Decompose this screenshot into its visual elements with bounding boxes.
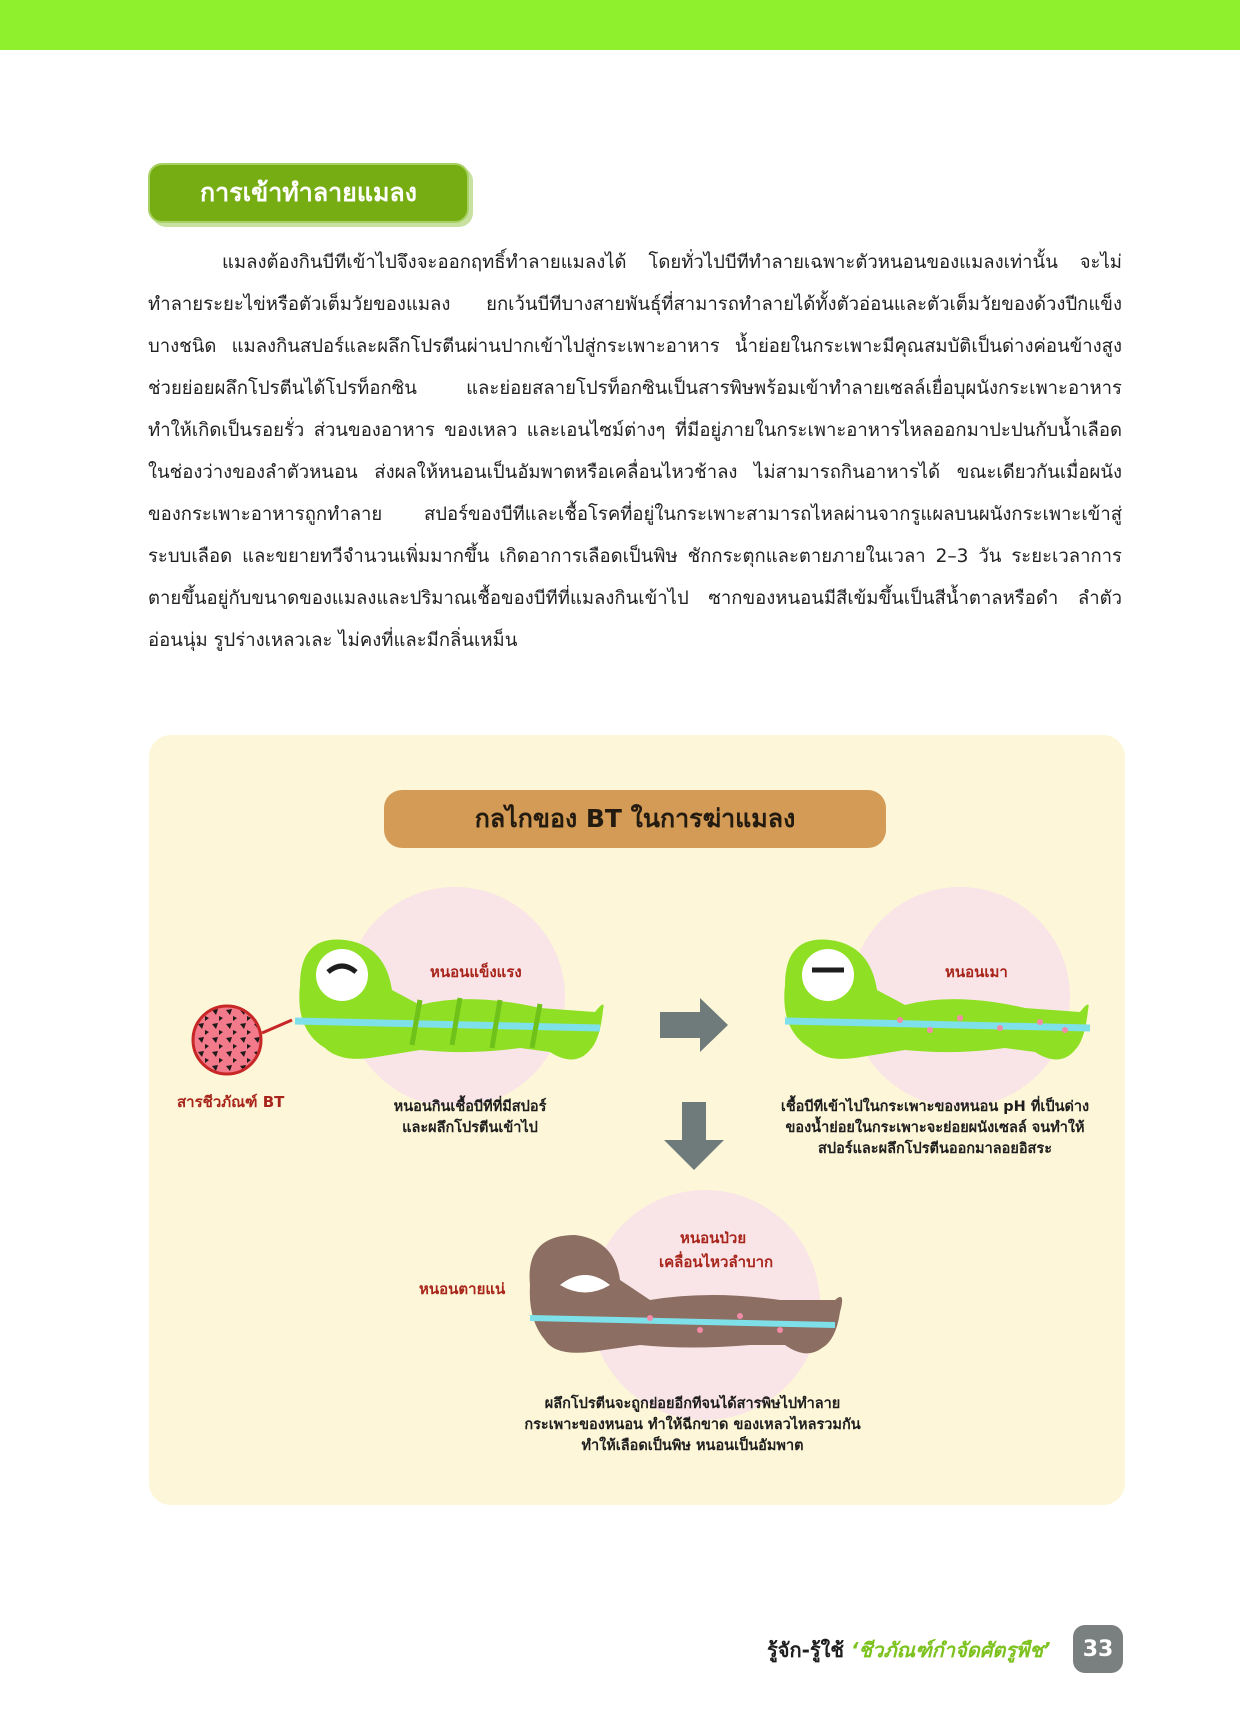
drunk-label: หนอนเมา — [945, 963, 1008, 981]
drunk-caterpillar-illustration — [784, 940, 1090, 1060]
footer-title — [767, 1634, 1051, 1666]
caption-line: หนอนกินเชื้อบีทีที่มีสปอร์ — [393, 1099, 547, 1115]
arrow-down-icon — [664, 1102, 724, 1170]
healthy-label: หนอนแข็งแรง — [430, 963, 522, 981]
caption-line: กระเพาะของหนอน ทำให้ฉีกขาด ของเหลวไหลรวมกัน — [524, 1417, 861, 1433]
caption-step3 — [500, 1394, 885, 1457]
caption-line: และผลึกโปรตีนเข้าไป — [402, 1120, 538, 1136]
footer-title-plain: รู้จัก-รู้ใช้ — [767, 1638, 851, 1662]
caption-line: สปอร์และผลึกโปรตีนออกมาลอยอิสระ — [818, 1141, 1052, 1157]
sick-label-line2: เคลื่อนไหวลำบาก — [659, 1253, 774, 1271]
caption-line: ผลึกโปรตีนจะถูกย่อยอีกทีจนได้สารพิษไปทำลาย — [544, 1396, 841, 1412]
caption-line: ของน้ำย่อยในกระเพาะจะย่อยผนังเซลล์ จนทำให้ — [785, 1120, 1085, 1136]
page-number: 33 — [1073, 1625, 1123, 1673]
figure-title: กลไกของ BT ในการฆ่าแมลง — [384, 790, 886, 848]
caption-line: ทำให้เลือดเป็นพิษ หนอนเป็นอัมพาต — [581, 1438, 804, 1454]
footer-title-highlight: ‘ชีวภัณฑ์กำจัดศัตรูพืช’ — [850, 1638, 1051, 1662]
caption-step1 — [360, 1097, 580, 1139]
caption-line: เชื้อบีทีเข้าไปในกระเพาะของหนอน pH ที่เป็นด่าง — [780, 1099, 1090, 1115]
section-title: การเข้าทำลายแมลง — [148, 163, 469, 223]
body-paragraph: แมลงต้องกินบีทีเข้าไปจึงจะออกฤทธิ์ทำลายแมลงได้ โดยทั่วไปบีทีทำลายเฉพาะตัวหนอนของแมลงเท่านั้น จะไม่ทำลายระยะไข่หรือตัวเต็มวัยของแมลง ยกเว้นบีทีบางสายพันธุ์ที่สามารถทำลายได้ทั้งตัวอ่อนและตัวเต็มวัยของด้วงปีกแข็งบางชนิด แมลงกินสปอร์และผลึกโปรตีนผ่านปากเข้าไปสู่กระเพาะอาหาร น้ำย่อยในกระเพาะมีคุณสมบัติเป็นด่างค่อนข้างสูง ช่วยย่อยผลึกโปรตีนได้โปรท็อกซิน และย่อยสลายโปรท็อกซินเป็นสารพิษพร้อมเข้าทำลายเซลล์เยื่อบุผนังกระเพาะอาหาร ทำให้เกิดเป็นรอยรั่ว ส่วนของอาหาร ของเหลว และเอนไซม์ต่างๆ ที่มีอยู่ภายในกระเพาะอาหารไหลออกมาปะปนกับน้ำเลือดในช่องว่างของลำตัวหนอน ส่งผลให้หนอนเป็นอัมพาตหรือเคลื่อนไหวช้าลง ไม่สามารถกินอาหารได้ ขณะเดียวกันเมื่อผนังของกระเพาะอาหารถูกทำลาย สปอร์ของบีทีและเชื้อโรคที่อยู่ในกระเพาะสามารถไหลผ่านจากรูแผลบนผนังกระเพาะเข้าสู่ระบบเลือด และขยายทวีจำนวนเพิ่มมากขึ้น เกิดอาการเลือดเป็นพิษ ชักกระตุกและตายภายในเวลา 2–3 วัน ระยะเวลาการตายขึ้นอยู่กับขนาดของแมลงและปริมาณเชื้อของบีทีที่แมลงกินเข้าไป ซากของหนอนมีสีเข้มขึ้นเป็นสีน้ำตาลหรือดำ ลำตัวอ่อนนุ่ม รูปร่างเหลวเละ ไม่คงที่และมีกลิ่นเหม็น — [148, 252, 1122, 651]
bt-substance-label: สารชีวภัณฑ์ BT — [177, 1093, 285, 1111]
bt-crystal-icon — [193, 1006, 292, 1074]
caption-step2 — [765, 1097, 1105, 1160]
dead-label: หนอนตายแน่ — [419, 1280, 506, 1298]
healthy-caterpillar-illustration — [295, 940, 604, 1060]
arrow-right-icon — [660, 998, 728, 1052]
sick-label-line1: หนอนป่วย — [680, 1229, 747, 1247]
